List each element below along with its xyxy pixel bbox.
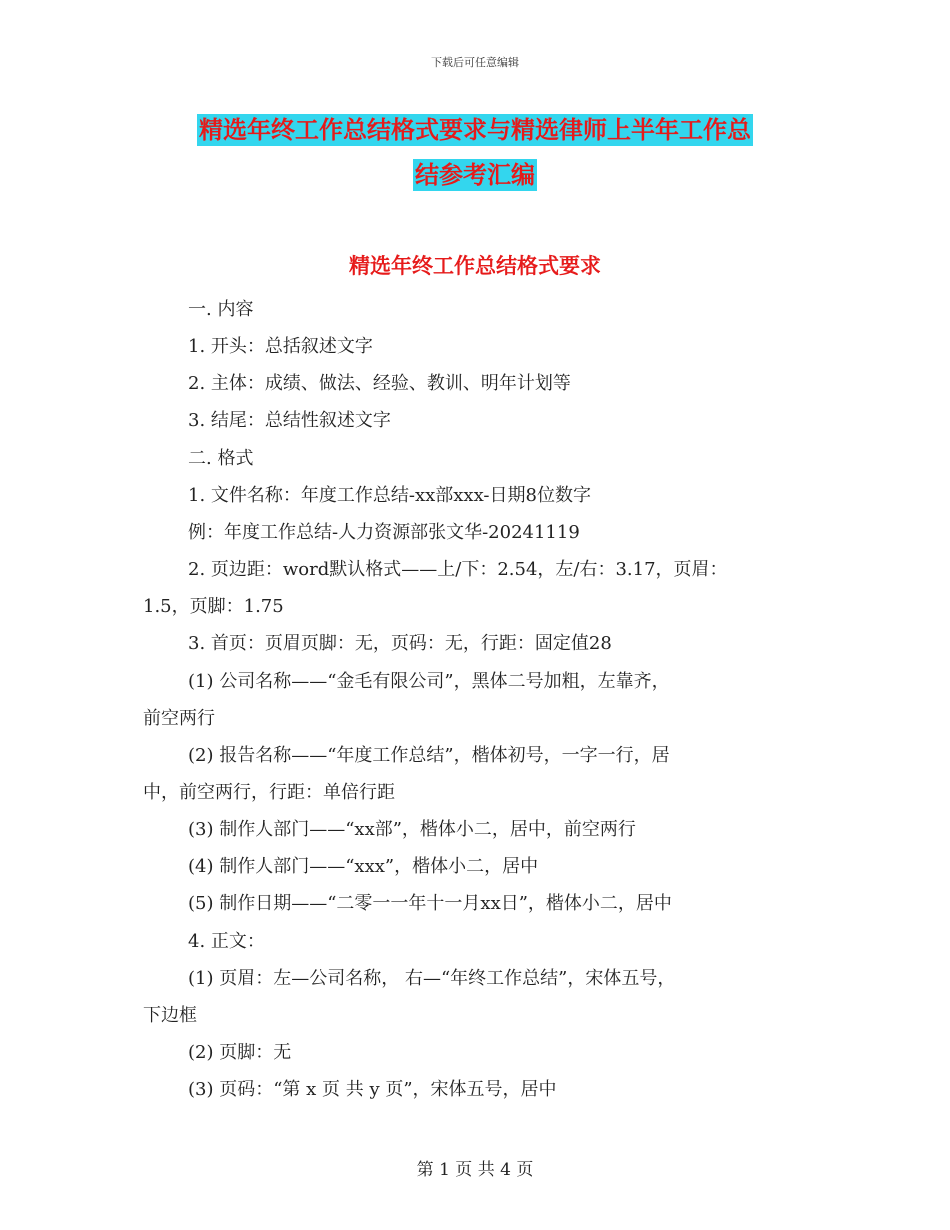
- body-line: (3) 制作人部门——“xx部”，楷体小二，居中，前空两行: [188, 819, 636, 840]
- body-line: 2. 页边距：word默认格式——上/下：2.54，左/右：3.17，页眉：: [188, 559, 728, 580]
- document-title-text-1: 精选年终工作总结格式要求与精选律师上半年工作总: [199, 116, 751, 144]
- body-line: 1. 开头：总括叙述文字: [188, 336, 373, 357]
- page-number-footer: 第 1 页 共 4 页: [416, 1160, 534, 1180]
- header-note: 下载后可任意编辑: [431, 56, 519, 69]
- body-line: 例：年度工作总结-人力资源部张文华-20241119: [188, 522, 580, 543]
- body-line: (4) 制作人部门——“xxx”，楷体小二，居中: [188, 856, 539, 877]
- body-line: 二. 格式: [188, 448, 254, 469]
- body-line: (2) 报告名称——“年度工作总结”，楷体初号，一字一行，居: [188, 745, 670, 766]
- body-line: 3. 首页：页眉页脚：无，页码：无，行距：固定值28: [188, 633, 612, 654]
- body-line: (3) 页码：“第 x 页 共 y 页”，宋体五号，居中: [188, 1079, 557, 1100]
- body-line: 一. 内容: [188, 299, 254, 320]
- document-title-line-1: [0, 115, 950, 145]
- section-title: 精选年终工作总结格式要求: [349, 254, 601, 278]
- body-line: 3. 结尾：总结性叙述文字: [188, 410, 391, 431]
- body-line: 1.5，页脚：1.75: [143, 596, 284, 617]
- body-line: (1) 页眉：左—公司名称， 右—“年终工作总结”，宋体五号，: [188, 968, 676, 989]
- document-title-line-2: [0, 160, 950, 190]
- body-line: 2. 主体：成绩、做法、经验、教训、明年计划等: [188, 373, 571, 394]
- body-line: (5) 制作日期——“二零一一年十一月xx日”，楷体小二，居中: [188, 893, 672, 914]
- body-line: 中，前空两行，行距：单倍行距: [143, 782, 395, 803]
- body-line: 下边框: [143, 1005, 197, 1026]
- body-line: 4. 正文：: [188, 931, 265, 952]
- body-line: (1) 公司名称——“金毛有限公司”，黑体二号加粗，左靠齐，: [188, 671, 670, 692]
- body-line: 前空两行: [143, 708, 215, 729]
- document-title-text-2: 结参考汇编: [415, 161, 535, 189]
- body-line: (2) 页脚：无: [188, 1042, 292, 1063]
- body-line: 1. 文件名称：年度工作总结-xx部xxx-日期8位数字: [188, 485, 591, 506]
